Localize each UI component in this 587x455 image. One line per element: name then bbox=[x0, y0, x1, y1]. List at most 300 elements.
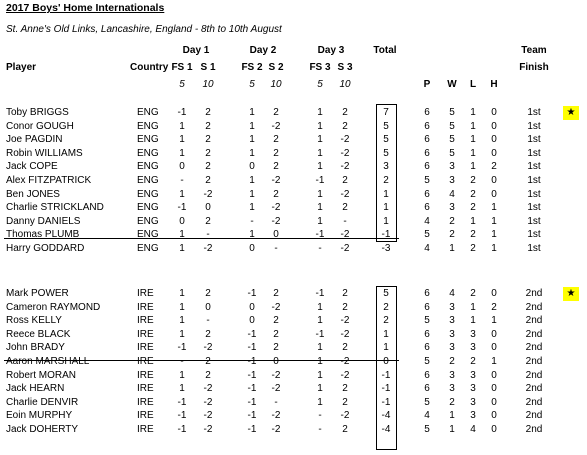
cell-country: IRE bbox=[137, 396, 154, 408]
cell-s2: 2 bbox=[273, 288, 279, 299]
cell-finish: 1st bbox=[527, 107, 541, 118]
cell-fs1: 1 bbox=[179, 120, 185, 132]
cell-player: Toby BRIGGS bbox=[6, 107, 69, 118]
cell-player: Robert MORAN bbox=[6, 369, 77, 381]
cell-s3: 2 bbox=[342, 107, 348, 118]
cell-fs2: -1 bbox=[247, 356, 257, 367]
cell-l: 1 bbox=[470, 161, 476, 173]
cell-w: 3 bbox=[449, 328, 455, 340]
cell-w: 5 bbox=[449, 147, 455, 159]
cell-player: Ben JONES bbox=[6, 188, 60, 200]
cell-s2: 2 bbox=[273, 188, 279, 200]
cell-l: 4 bbox=[470, 424, 476, 435]
cell-total: 3 bbox=[383, 161, 389, 173]
cell-fs2: 1 bbox=[249, 134, 255, 146]
cell-total: 2 bbox=[383, 175, 389, 186]
cell-s2: 2 bbox=[273, 342, 279, 354]
cell-h: 1 bbox=[491, 215, 497, 227]
cell-player: Robin WILLIAMS bbox=[6, 147, 83, 159]
cell-l: 1 bbox=[470, 215, 476, 227]
cell-country: IRE bbox=[137, 301, 154, 313]
cell-country: ENG bbox=[137, 147, 159, 159]
cell-s2: 2 bbox=[273, 147, 279, 159]
cell-s2: - bbox=[274, 396, 278, 408]
cell-h: 2 bbox=[491, 301, 497, 313]
cell-fs3: 1 bbox=[317, 147, 323, 159]
cell-p: 6 bbox=[424, 134, 430, 146]
cell-w: 5 bbox=[449, 134, 455, 146]
cell-s1: 2 bbox=[205, 328, 211, 340]
cell-s2: -2 bbox=[271, 410, 281, 422]
cell-player: Jack DOHERTY bbox=[6, 424, 79, 435]
cell-l: 1 bbox=[470, 120, 476, 132]
cell-h: 0 bbox=[491, 342, 497, 354]
par-day1-fs: 5 bbox=[179, 79, 185, 90]
header-day1: Day 1 bbox=[182, 45, 210, 56]
cell-s1: -2 bbox=[203, 396, 213, 408]
header-fs1: FS 1 bbox=[171, 62, 193, 73]
cell-fs3: 1 bbox=[317, 383, 323, 395]
cell-total: 1 bbox=[383, 188, 389, 200]
cell-l: 2 bbox=[470, 356, 476, 367]
cell-fs3: - bbox=[318, 410, 322, 422]
cell-player: Thomas PLUMB bbox=[6, 229, 80, 241]
cell-s2: - bbox=[274, 243, 278, 254]
cell-fs1: 1 bbox=[179, 369, 185, 381]
cell-player: Aaron MARSHALL bbox=[6, 356, 90, 367]
cell-p: 5 bbox=[424, 175, 430, 186]
cell-p: 5 bbox=[424, 315, 430, 327]
cell-l: 3 bbox=[470, 342, 476, 354]
cell-fs2: 0 bbox=[249, 161, 255, 173]
cell-p: 6 bbox=[424, 383, 430, 395]
cell-w: 3 bbox=[449, 315, 455, 327]
header-player: Player bbox=[6, 62, 37, 73]
cell-fs2: -1 bbox=[247, 328, 257, 340]
cell-finish: 1st bbox=[527, 161, 541, 173]
cell-h: 0 bbox=[491, 424, 497, 435]
cell-h: 1 bbox=[491, 229, 497, 241]
cell-total: -1 bbox=[381, 369, 391, 381]
cell-fs3: 1 bbox=[317, 161, 323, 173]
cell-s1: 2 bbox=[205, 175, 211, 186]
par-day1-s: 10 bbox=[202, 79, 214, 90]
header-fs3: FS 3 bbox=[309, 62, 331, 73]
cell-s1: -2 bbox=[203, 410, 213, 422]
cell-h: 0 bbox=[491, 107, 497, 118]
cell-s3: -2 bbox=[340, 229, 350, 241]
star-icon: ★ bbox=[563, 106, 579, 120]
cell-s3: -2 bbox=[340, 410, 350, 422]
header-day3: Day 3 bbox=[317, 45, 345, 56]
header-p: P bbox=[423, 79, 431, 90]
par-day2-s: 10 bbox=[270, 79, 282, 90]
cell-finish: 1st bbox=[527, 120, 541, 132]
cell-country: ENG bbox=[137, 175, 159, 186]
cell-fs2: 1 bbox=[249, 229, 255, 241]
header-s2: S 2 bbox=[268, 62, 284, 73]
cell-s3: -2 bbox=[340, 315, 350, 327]
cell-fs2: 0 bbox=[249, 301, 255, 313]
cell-fs1: 1 bbox=[179, 301, 185, 313]
cell-total: 5 bbox=[383, 147, 389, 159]
cell-fs2: 1 bbox=[249, 188, 255, 200]
cell-l: 2 bbox=[470, 229, 476, 241]
cell-fs3: -1 bbox=[315, 175, 325, 186]
cell-s2: -2 bbox=[271, 202, 281, 214]
cell-total: -3 bbox=[381, 243, 391, 254]
cell-finish: 2nd bbox=[525, 356, 543, 367]
cell-fs2: -1 bbox=[247, 383, 257, 395]
cell-fs3: 1 bbox=[317, 356, 323, 367]
cell-s1: 2 bbox=[205, 215, 211, 227]
cell-s1: -2 bbox=[203, 342, 213, 354]
cell-fs1: 1 bbox=[179, 288, 185, 299]
cell-s3: -2 bbox=[340, 243, 350, 254]
cell-country: IRE bbox=[137, 288, 154, 299]
cell-fs2: 0 bbox=[249, 243, 255, 254]
cell-player: John BRADY bbox=[6, 342, 65, 354]
cell-country: IRE bbox=[137, 328, 154, 340]
cell-w: 4 bbox=[449, 188, 455, 200]
cell-s2: 2 bbox=[273, 328, 279, 340]
cell-h: 0 bbox=[491, 175, 497, 186]
header-country: Country bbox=[130, 62, 169, 73]
cell-country: ENG bbox=[137, 202, 159, 214]
cell-fs2: 1 bbox=[249, 147, 255, 159]
cell-country: ENG bbox=[137, 243, 159, 254]
cell-finish: 2nd bbox=[525, 315, 543, 327]
cell-p: 4 bbox=[424, 215, 430, 227]
cell-fs1: 1 bbox=[179, 229, 185, 241]
header-s1: S 1 bbox=[200, 62, 216, 73]
cell-player: Mark POWER bbox=[6, 288, 69, 299]
cell-s3: - bbox=[343, 215, 347, 227]
cell-fs2: -1 bbox=[247, 396, 257, 408]
cell-country: ENG bbox=[137, 134, 159, 146]
cell-fs2: 1 bbox=[249, 120, 255, 132]
cell-w: 3 bbox=[449, 301, 455, 313]
cell-total: -4 bbox=[381, 424, 391, 435]
cell-s3: -2 bbox=[340, 188, 350, 200]
cell-s2: -2 bbox=[271, 383, 281, 395]
cell-p: 6 bbox=[424, 369, 430, 381]
cell-s3: -2 bbox=[340, 147, 350, 159]
cell-fs3: - bbox=[318, 424, 322, 435]
cell-s2: 2 bbox=[273, 107, 279, 118]
cell-l: 3 bbox=[470, 328, 476, 340]
cell-w: 4 bbox=[449, 288, 455, 299]
cell-player: Reece BLACK bbox=[6, 328, 71, 340]
cell-p: 6 bbox=[424, 288, 430, 299]
cell-country: ENG bbox=[137, 188, 159, 200]
cell-p: 6 bbox=[424, 107, 430, 118]
cell-s1: 0 bbox=[205, 202, 211, 214]
cell-fs1: -1 bbox=[177, 424, 187, 435]
cell-l: 1 bbox=[470, 147, 476, 159]
cell-player: Harry GODDARD bbox=[6, 243, 85, 254]
cell-fs1: -1 bbox=[177, 410, 187, 422]
cell-total: 7 bbox=[383, 107, 389, 118]
cell-h: 1 bbox=[491, 243, 497, 254]
cell-fs1: 1 bbox=[179, 243, 185, 254]
cell-h: 1 bbox=[491, 202, 497, 214]
header-s3: S 3 bbox=[337, 62, 353, 73]
cell-country: IRE bbox=[137, 315, 154, 327]
cell-fs3: - bbox=[318, 243, 322, 254]
cell-fs1: 1 bbox=[179, 315, 185, 327]
cell-l: 1 bbox=[470, 301, 476, 313]
cell-p: 6 bbox=[424, 342, 430, 354]
cell-s3: 2 bbox=[342, 301, 348, 313]
cell-s1: 2 bbox=[205, 356, 211, 367]
cell-finish: 2nd bbox=[525, 301, 543, 313]
cell-w: 3 bbox=[449, 342, 455, 354]
cell-finish: 1st bbox=[527, 188, 541, 200]
cell-player: Conor GOUGH bbox=[6, 120, 74, 132]
cell-l: 3 bbox=[470, 396, 476, 408]
cell-total: 1 bbox=[383, 202, 389, 214]
cell-w: 3 bbox=[449, 161, 455, 173]
cell-h: 0 bbox=[491, 410, 497, 422]
cell-s2: 0 bbox=[273, 356, 279, 367]
cell-total: 1 bbox=[383, 342, 389, 354]
cell-h: 0 bbox=[491, 188, 497, 200]
cell-fs1: 1 bbox=[179, 134, 185, 146]
cell-h: 0 bbox=[491, 369, 497, 381]
cell-fs2: 1 bbox=[249, 202, 255, 214]
cell-s1: 2 bbox=[205, 107, 211, 118]
cell-total: -4 bbox=[381, 410, 391, 422]
cell-w: 1 bbox=[449, 410, 455, 422]
cell-fs2: 0 bbox=[249, 315, 255, 327]
page-title: 2017 Boys' Home Internationals bbox=[6, 2, 165, 14]
cell-p: 6 bbox=[424, 120, 430, 132]
cell-fs1: 1 bbox=[179, 383, 185, 395]
cell-l: 1 bbox=[470, 134, 476, 146]
cell-total: -1 bbox=[381, 229, 391, 241]
cell-finish: 1st bbox=[527, 229, 541, 241]
cell-w: 2 bbox=[449, 396, 455, 408]
cell-fs3: 1 bbox=[317, 107, 323, 118]
cell-country: IRE bbox=[137, 356, 154, 367]
cell-fs1: -1 bbox=[177, 202, 187, 214]
cell-fs1: 1 bbox=[179, 188, 185, 200]
header-h: H bbox=[490, 79, 498, 90]
header-day2: Day 2 bbox=[249, 45, 277, 56]
cell-finish: 2nd bbox=[525, 424, 543, 435]
cell-total: 5 bbox=[383, 120, 389, 132]
par-day3-s: 10 bbox=[339, 79, 351, 90]
cell-s3: 2 bbox=[342, 202, 348, 214]
cell-s3: 2 bbox=[342, 424, 348, 435]
cell-country: ENG bbox=[137, 107, 159, 118]
cell-total: -1 bbox=[381, 396, 391, 408]
cell-total: 2 bbox=[383, 301, 389, 313]
cell-s1: -2 bbox=[203, 243, 213, 254]
cell-fs3: 1 bbox=[317, 301, 323, 313]
cell-s3: -2 bbox=[340, 356, 350, 367]
cell-w: 1 bbox=[449, 424, 455, 435]
cell-s2: -2 bbox=[271, 301, 281, 313]
cell-p: 6 bbox=[424, 161, 430, 173]
cell-h: 0 bbox=[491, 120, 497, 132]
header-fs2: FS 2 bbox=[241, 62, 263, 73]
header-team: Team bbox=[521, 45, 547, 56]
cell-s2: -2 bbox=[271, 120, 281, 132]
cell-finish: 2nd bbox=[525, 288, 543, 299]
cell-p: 5 bbox=[424, 229, 430, 241]
cell-s3: -2 bbox=[340, 161, 350, 173]
cell-p: 6 bbox=[424, 301, 430, 313]
cell-total: 2 bbox=[383, 315, 389, 327]
cell-fs3: 1 bbox=[317, 315, 323, 327]
cell-h: 0 bbox=[491, 328, 497, 340]
cell-p: 5 bbox=[424, 356, 430, 367]
cell-fs3: 1 bbox=[317, 120, 323, 132]
cell-w: 5 bbox=[449, 107, 455, 118]
cell-fs3: 1 bbox=[317, 215, 323, 227]
cell-finish: 1st bbox=[527, 202, 541, 214]
cell-s1: 2 bbox=[205, 134, 211, 146]
cell-s3: 2 bbox=[342, 288, 348, 299]
header-l: L bbox=[469, 79, 477, 90]
cell-w: 3 bbox=[449, 202, 455, 214]
cell-p: 4 bbox=[424, 243, 430, 254]
cell-player: Danny DANIELS bbox=[6, 215, 81, 227]
cell-l: 3 bbox=[470, 410, 476, 422]
cell-s3: 2 bbox=[342, 175, 348, 186]
cell-fs2: -1 bbox=[247, 342, 257, 354]
cell-finish: 1st bbox=[527, 243, 541, 254]
cell-h: 0 bbox=[491, 288, 497, 299]
cell-fs3: -1 bbox=[315, 328, 325, 340]
cell-country: IRE bbox=[137, 383, 154, 395]
cell-finish: 2nd bbox=[525, 396, 543, 408]
cell-finish: 1st bbox=[527, 215, 541, 227]
cell-fs1: -1 bbox=[177, 342, 187, 354]
cell-s2: -2 bbox=[271, 215, 281, 227]
cell-player: Alex FITZPATRICK bbox=[6, 175, 92, 186]
cell-h: 0 bbox=[491, 396, 497, 408]
cell-w: 2 bbox=[449, 356, 455, 367]
cell-l: 2 bbox=[470, 288, 476, 299]
cell-p: 6 bbox=[424, 328, 430, 340]
cell-player: Cameron RAYMOND bbox=[6, 301, 101, 313]
cell-finish: 2nd bbox=[525, 410, 543, 422]
cell-h: 0 bbox=[491, 383, 497, 395]
cell-l: 2 bbox=[470, 188, 476, 200]
cell-finish: 1st bbox=[527, 147, 541, 159]
cell-s1: 2 bbox=[205, 369, 211, 381]
cell-s1: 2 bbox=[205, 147, 211, 159]
cell-player: Jack COPE bbox=[6, 161, 58, 173]
cell-total: 5 bbox=[383, 134, 389, 146]
cell-fs3: 1 bbox=[317, 202, 323, 214]
cell-fs1: 0 bbox=[179, 161, 185, 173]
cell-finish: 2nd bbox=[525, 342, 543, 354]
cell-fs2: 1 bbox=[249, 175, 255, 186]
cell-fs3: 1 bbox=[317, 396, 323, 408]
cell-player: Jack HEARN bbox=[6, 383, 65, 395]
cell-w: 2 bbox=[449, 215, 455, 227]
cell-s2: 2 bbox=[273, 134, 279, 146]
cell-fs1: -1 bbox=[177, 396, 187, 408]
cell-p: 4 bbox=[424, 410, 430, 422]
cell-finish: 2nd bbox=[525, 369, 543, 381]
cell-country: ENG bbox=[137, 215, 159, 227]
cell-s1: 2 bbox=[205, 120, 211, 132]
cell-h: 1 bbox=[491, 356, 497, 367]
header-w: W bbox=[447, 79, 457, 90]
cell-country: IRE bbox=[137, 410, 154, 422]
cell-fs1: -1 bbox=[177, 107, 187, 118]
cell-country: IRE bbox=[137, 342, 154, 354]
cell-total: -1 bbox=[381, 383, 391, 395]
cell-s3: -2 bbox=[340, 369, 350, 381]
cell-s3: -2 bbox=[340, 134, 350, 146]
cell-fs1: 0 bbox=[179, 215, 185, 227]
cell-s2: -2 bbox=[271, 175, 281, 186]
cell-fs3: 1 bbox=[317, 134, 323, 146]
cell-s2: 0 bbox=[273, 229, 279, 241]
cell-l: 2 bbox=[470, 175, 476, 186]
cell-player: Charlie DENVIR bbox=[6, 396, 79, 408]
page-subtitle: St. Anne's Old Links, Lancashire, England - 8th to 10th August bbox=[6, 24, 282, 35]
cell-w: 3 bbox=[449, 175, 455, 186]
cell-s1: -2 bbox=[203, 383, 213, 395]
cell-fs1: - bbox=[180, 356, 184, 367]
cell-l: 2 bbox=[470, 202, 476, 214]
cell-finish: 1st bbox=[527, 134, 541, 146]
cell-w: 3 bbox=[449, 383, 455, 395]
cell-fs2: 1 bbox=[249, 107, 255, 118]
cell-fs3: 1 bbox=[317, 342, 323, 354]
cell-total: 0 bbox=[383, 356, 389, 367]
cell-s1: - bbox=[206, 229, 210, 241]
header-total: Total bbox=[373, 45, 397, 56]
cell-s1: 2 bbox=[205, 161, 211, 173]
cell-p: 5 bbox=[424, 424, 430, 435]
cell-s2: -2 bbox=[271, 369, 281, 381]
cell-p: 6 bbox=[424, 147, 430, 159]
cell-l: 1 bbox=[470, 107, 476, 118]
cell-h: 2 bbox=[491, 161, 497, 173]
cell-country: ENG bbox=[137, 120, 159, 132]
cell-player: Eoin MURPHY bbox=[6, 410, 73, 422]
cell-s2: 2 bbox=[273, 161, 279, 173]
cell-h: 1 bbox=[491, 315, 497, 327]
cell-finish: 1st bbox=[527, 175, 541, 186]
cell-p: 5 bbox=[424, 396, 430, 408]
cell-s2: -2 bbox=[271, 424, 281, 435]
cell-l: 2 bbox=[470, 243, 476, 254]
cell-s1: -2 bbox=[203, 188, 213, 200]
cell-fs2: - bbox=[250, 215, 254, 227]
cell-s1: -2 bbox=[203, 424, 213, 435]
cell-s2: 2 bbox=[273, 315, 279, 327]
cell-w: 2 bbox=[449, 229, 455, 241]
cell-fs3: 1 bbox=[317, 369, 323, 381]
cell-fs1: 1 bbox=[179, 147, 185, 159]
cell-fs2: -1 bbox=[247, 424, 257, 435]
cell-s1: 0 bbox=[205, 301, 211, 313]
cell-player: Ross KELLY bbox=[6, 315, 62, 327]
cell-fs1: - bbox=[180, 175, 184, 186]
cell-l: 3 bbox=[470, 369, 476, 381]
cell-s3: 2 bbox=[342, 383, 348, 395]
cell-p: 6 bbox=[424, 202, 430, 214]
